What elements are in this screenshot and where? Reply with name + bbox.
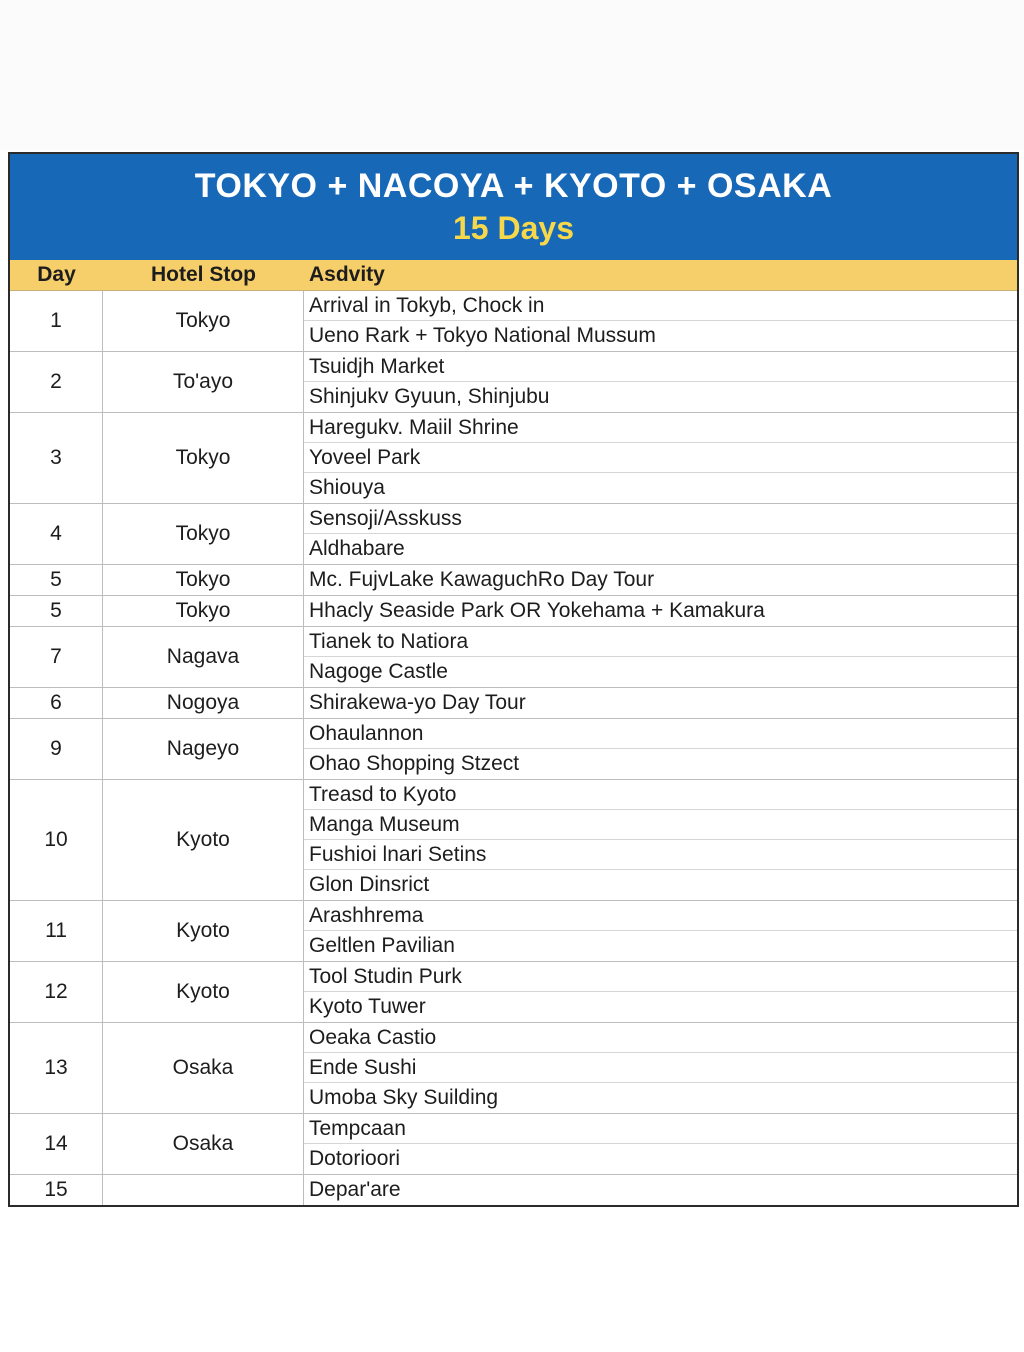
activity-cell bbox=[304, 962, 1017, 1022]
table-row bbox=[10, 1114, 1017, 1175]
hotel-stop-cell: Tokyo bbox=[103, 413, 304, 503]
hotel-stop-cell: Kyoto bbox=[103, 780, 304, 900]
activity-cell bbox=[304, 1023, 1017, 1113]
hotel-stop-cell: Nogoya bbox=[103, 688, 304, 718]
activity-line: Mc. FujvLake KawaguchRo Day Tour bbox=[309, 568, 655, 591]
table-row bbox=[10, 565, 1017, 596]
table-row bbox=[10, 627, 1017, 688]
activity-line: Yoveel Park bbox=[304, 443, 1017, 473]
activity-cell bbox=[304, 1114, 1017, 1174]
activity-line: Haregukv. Maiil Shrine bbox=[304, 413, 1017, 443]
activity-cell bbox=[304, 719, 1017, 779]
activity-line: Ohaulannon bbox=[304, 719, 1017, 749]
activity-cell bbox=[304, 901, 1017, 961]
activity-line: Tempcaan bbox=[304, 1114, 1017, 1144]
activity-line: Ohao Shopping Stzect bbox=[309, 752, 520, 775]
table-row bbox=[10, 719, 1017, 780]
table-row bbox=[10, 413, 1017, 504]
day-number-cell: 7 bbox=[10, 627, 103, 687]
day-number-cell: 15 bbox=[10, 1175, 103, 1205]
activity-cell bbox=[304, 1175, 1017, 1205]
activity-line: Dotorioori bbox=[309, 1147, 401, 1170]
day-number-cell: 5 bbox=[10, 565, 103, 595]
day-number-cell: 4 bbox=[10, 504, 103, 564]
hotel-stop-cell: To'ayo bbox=[103, 352, 304, 412]
activity-line: Depar'are bbox=[309, 1178, 401, 1201]
hotel-stop-cell: Tokyo bbox=[103, 504, 304, 564]
activity-line: Arashhrema bbox=[304, 901, 1017, 931]
hotel-stop-cell: Osaka bbox=[103, 1023, 304, 1113]
itinerary-table bbox=[8, 152, 1019, 1207]
day-number-cell: 13 bbox=[10, 1023, 103, 1113]
day-number-cell: 10 bbox=[10, 780, 103, 900]
table-row bbox=[10, 1175, 1017, 1205]
hotel-stop-cell bbox=[103, 1175, 304, 1205]
activity-line: Kyoto Tuwer bbox=[309, 995, 426, 1018]
table-header bbox=[10, 260, 1017, 291]
itinerary-title: TOKYO + NACOYA + KYOTO + OSAKA bbox=[194, 167, 833, 205]
day-number-cell: 11 bbox=[10, 901, 103, 961]
activity-line: Shinjukv Gyuun, Shinjubu bbox=[309, 385, 550, 408]
activity-line: Aldhabare bbox=[309, 537, 405, 560]
activity-line: Shirakewa-yo Day Tour bbox=[309, 691, 526, 714]
hotel-stop-cell: Osaka bbox=[103, 1114, 304, 1174]
table-row bbox=[10, 504, 1017, 565]
header-hotel-stop: Hotel Stop bbox=[151, 263, 256, 286]
hotel-stop-cell: Tokyo bbox=[103, 565, 304, 595]
hotel-stop-cell: Tokyo bbox=[103, 291, 304, 351]
activity-cell bbox=[304, 413, 1017, 503]
activity-cell bbox=[304, 596, 1017, 626]
activity-cell bbox=[304, 352, 1017, 412]
table-row bbox=[10, 901, 1017, 962]
activity-line: Tsuidjh Market bbox=[304, 352, 1017, 382]
activity-cell bbox=[304, 780, 1017, 900]
activity-line: Tianek to Natiora bbox=[304, 627, 1017, 657]
activity-cell bbox=[304, 504, 1017, 564]
header-activity: Asdvity bbox=[309, 263, 385, 286]
table-row bbox=[10, 291, 1017, 352]
activity-line: Manga Museum bbox=[304, 810, 1017, 840]
day-number-cell: 12 bbox=[10, 962, 103, 1022]
activity-line: Tool Studin Purk bbox=[304, 962, 1017, 992]
hotel-stop-cell: Nagava bbox=[103, 627, 304, 687]
table-row bbox=[10, 962, 1017, 1023]
activity-cell bbox=[304, 291, 1017, 351]
day-number-cell: 5 bbox=[10, 596, 103, 626]
itinerary-duration: 15 Days bbox=[453, 210, 574, 246]
day-number-cell: 3 bbox=[10, 413, 103, 503]
activity-line: Ueno Rark + Tokyo National Mussum bbox=[309, 324, 656, 347]
table-row bbox=[10, 596, 1017, 627]
day-number-cell: 1 bbox=[10, 291, 103, 351]
title-banner bbox=[10, 154, 1017, 260]
day-number-cell: 6 bbox=[10, 688, 103, 718]
table-body bbox=[10, 291, 1017, 1205]
activity-line: Oeaka Castio bbox=[304, 1023, 1017, 1053]
activity-cell bbox=[304, 627, 1017, 687]
activity-line: Glon Dinsrict bbox=[309, 873, 430, 896]
activity-line: Ende Sushi bbox=[304, 1053, 1017, 1083]
hotel-stop-cell: Kyoto bbox=[103, 901, 304, 961]
activity-line: Shiouya bbox=[309, 476, 385, 499]
header-day: Day bbox=[37, 263, 76, 286]
activity-line: Nagoge Castle bbox=[309, 660, 448, 683]
table-row bbox=[10, 688, 1017, 719]
day-number-cell: 9 bbox=[10, 719, 103, 779]
table-row bbox=[10, 352, 1017, 413]
page-top-margin bbox=[0, 0, 1024, 150]
activity-line: Sensoji/Asskuss bbox=[304, 504, 1017, 534]
activity-cell bbox=[304, 565, 1017, 595]
activity-line: Umoba Sky Suilding bbox=[309, 1086, 499, 1109]
activity-line: Geltlen Pavilian bbox=[309, 934, 455, 957]
day-number-cell: 2 bbox=[10, 352, 103, 412]
hotel-stop-cell: Kyoto bbox=[103, 962, 304, 1022]
activity-line: Arrival in Tokyb, Chock in bbox=[304, 291, 1017, 321]
activity-line: Hhacly Seaside Park OR Yokehama + Kamakura bbox=[309, 599, 765, 622]
activity-cell bbox=[304, 688, 1017, 718]
table-row bbox=[10, 1023, 1017, 1114]
day-number-cell: 14 bbox=[10, 1114, 103, 1174]
hotel-stop-cell: Tokyo bbox=[103, 596, 304, 626]
hotel-stop-cell: Nageyo bbox=[103, 719, 304, 779]
table-row bbox=[10, 780, 1017, 901]
activity-line: Fushioi lnari Setins bbox=[304, 840, 1017, 870]
activity-line: Treasd to Kyoto bbox=[304, 780, 1017, 810]
